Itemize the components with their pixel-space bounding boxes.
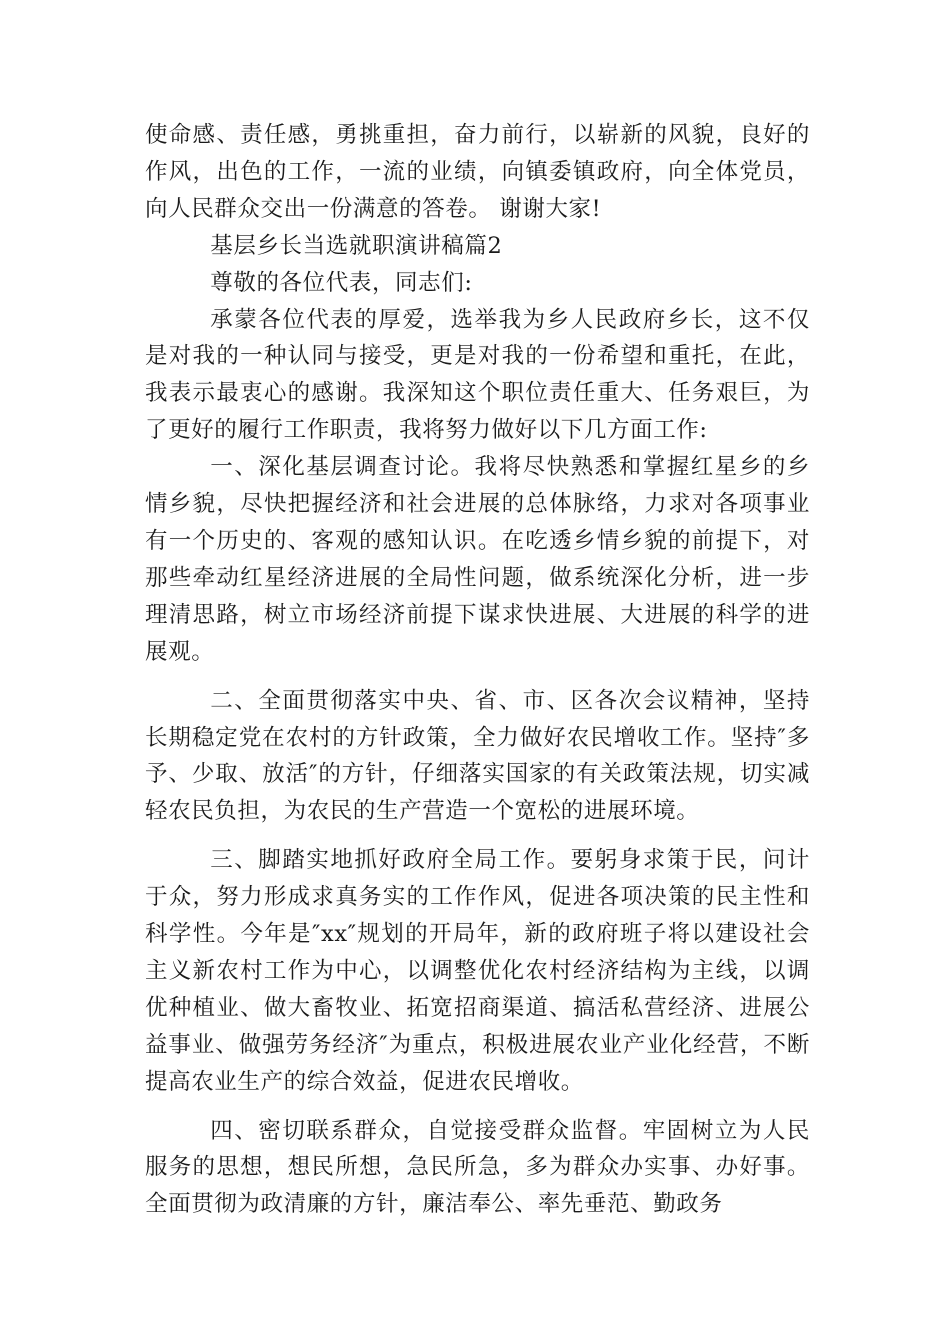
paragraph-point-4: 四、密切联系群众，自觉接受群众监督。牢固树立为人民服务的思想，想民所想，急民所急，多为群众办实事、办好事。全面贯彻为政清廉的方针，廉洁奉公、率先垂范、勤政务 bbox=[145, 1117, 810, 1218]
paragraph-point-3: 三、脚踏实地抓好政府全局工作。要躬身求策于民，问计于众，努力形成求真务实的工作作风，促进各项决策的民主性和科学性。今年是″xx″规划的开局年，新的政府班子将以建设社会主义新农村工作为中心，以调整优化农村经济结构为主线，以调优种植业、做大畜牧业、拓宽招商渠道、搞活私营经济、进展公益事业、做强劳务经济″为重点，积极进展农业产业化经营，不断提高农业生产的综合效益，促进农民增收。 bbox=[145, 847, 810, 1095]
salutation: 尊敬的各位代表，同志们: bbox=[210, 269, 473, 296]
paragraph-intro: 承蒙各位代表的厚爱，选举我为乡人民政府乡长，这不仅是对我的一种认同与接受，更是对我的一份希望和重托，在此，我表示最衷心的感谢。我深知这个职位责任重大、任务艰巨，为了更好的履行工作职责，我将努力做好以下几方面工作: bbox=[145, 306, 810, 444]
paragraph-point-1: 一、深化基层调查讨论。我将尽快熟悉和掌握红星乡的乡情乡貌，尽快把握经济和社会进展的总体脉络，力求对各项事业有一个历史的、客观的感知认识。在吃透乡情乡貌的前提下，对那些牵动红星经济进展的全局性问题，做系统深化分析，进一步理清思路，树立市场经济前提下谋求快进展、大进展的科学的进展观。 bbox=[145, 454, 810, 665]
paragraph-closing: 使命感、责任感，勇挑重担，奋力前行，以崭新的风貌，良好的作风，出色的工作，一流的业绩，向镇委镇政府，向全体党员，向人民群众交出一份满意的答卷。 谢谢大家! bbox=[145, 122, 810, 222]
document-body bbox=[145, 117, 810, 1223]
section-heading: 基层乡长当选就职演讲稿篇2 bbox=[210, 232, 503, 259]
paragraph-point-2: 二、全面贯彻落实中央、省、市、区各次会议精神，坚持长期稳定党在农村的方针政策，全力做好农民增收工作。坚持″多予、少取、放活″的方针，仔细落实国家的有关政策法规，切实减轻农民负担，为农民的生产营造一个宽松的进展环境。 bbox=[145, 687, 810, 825]
